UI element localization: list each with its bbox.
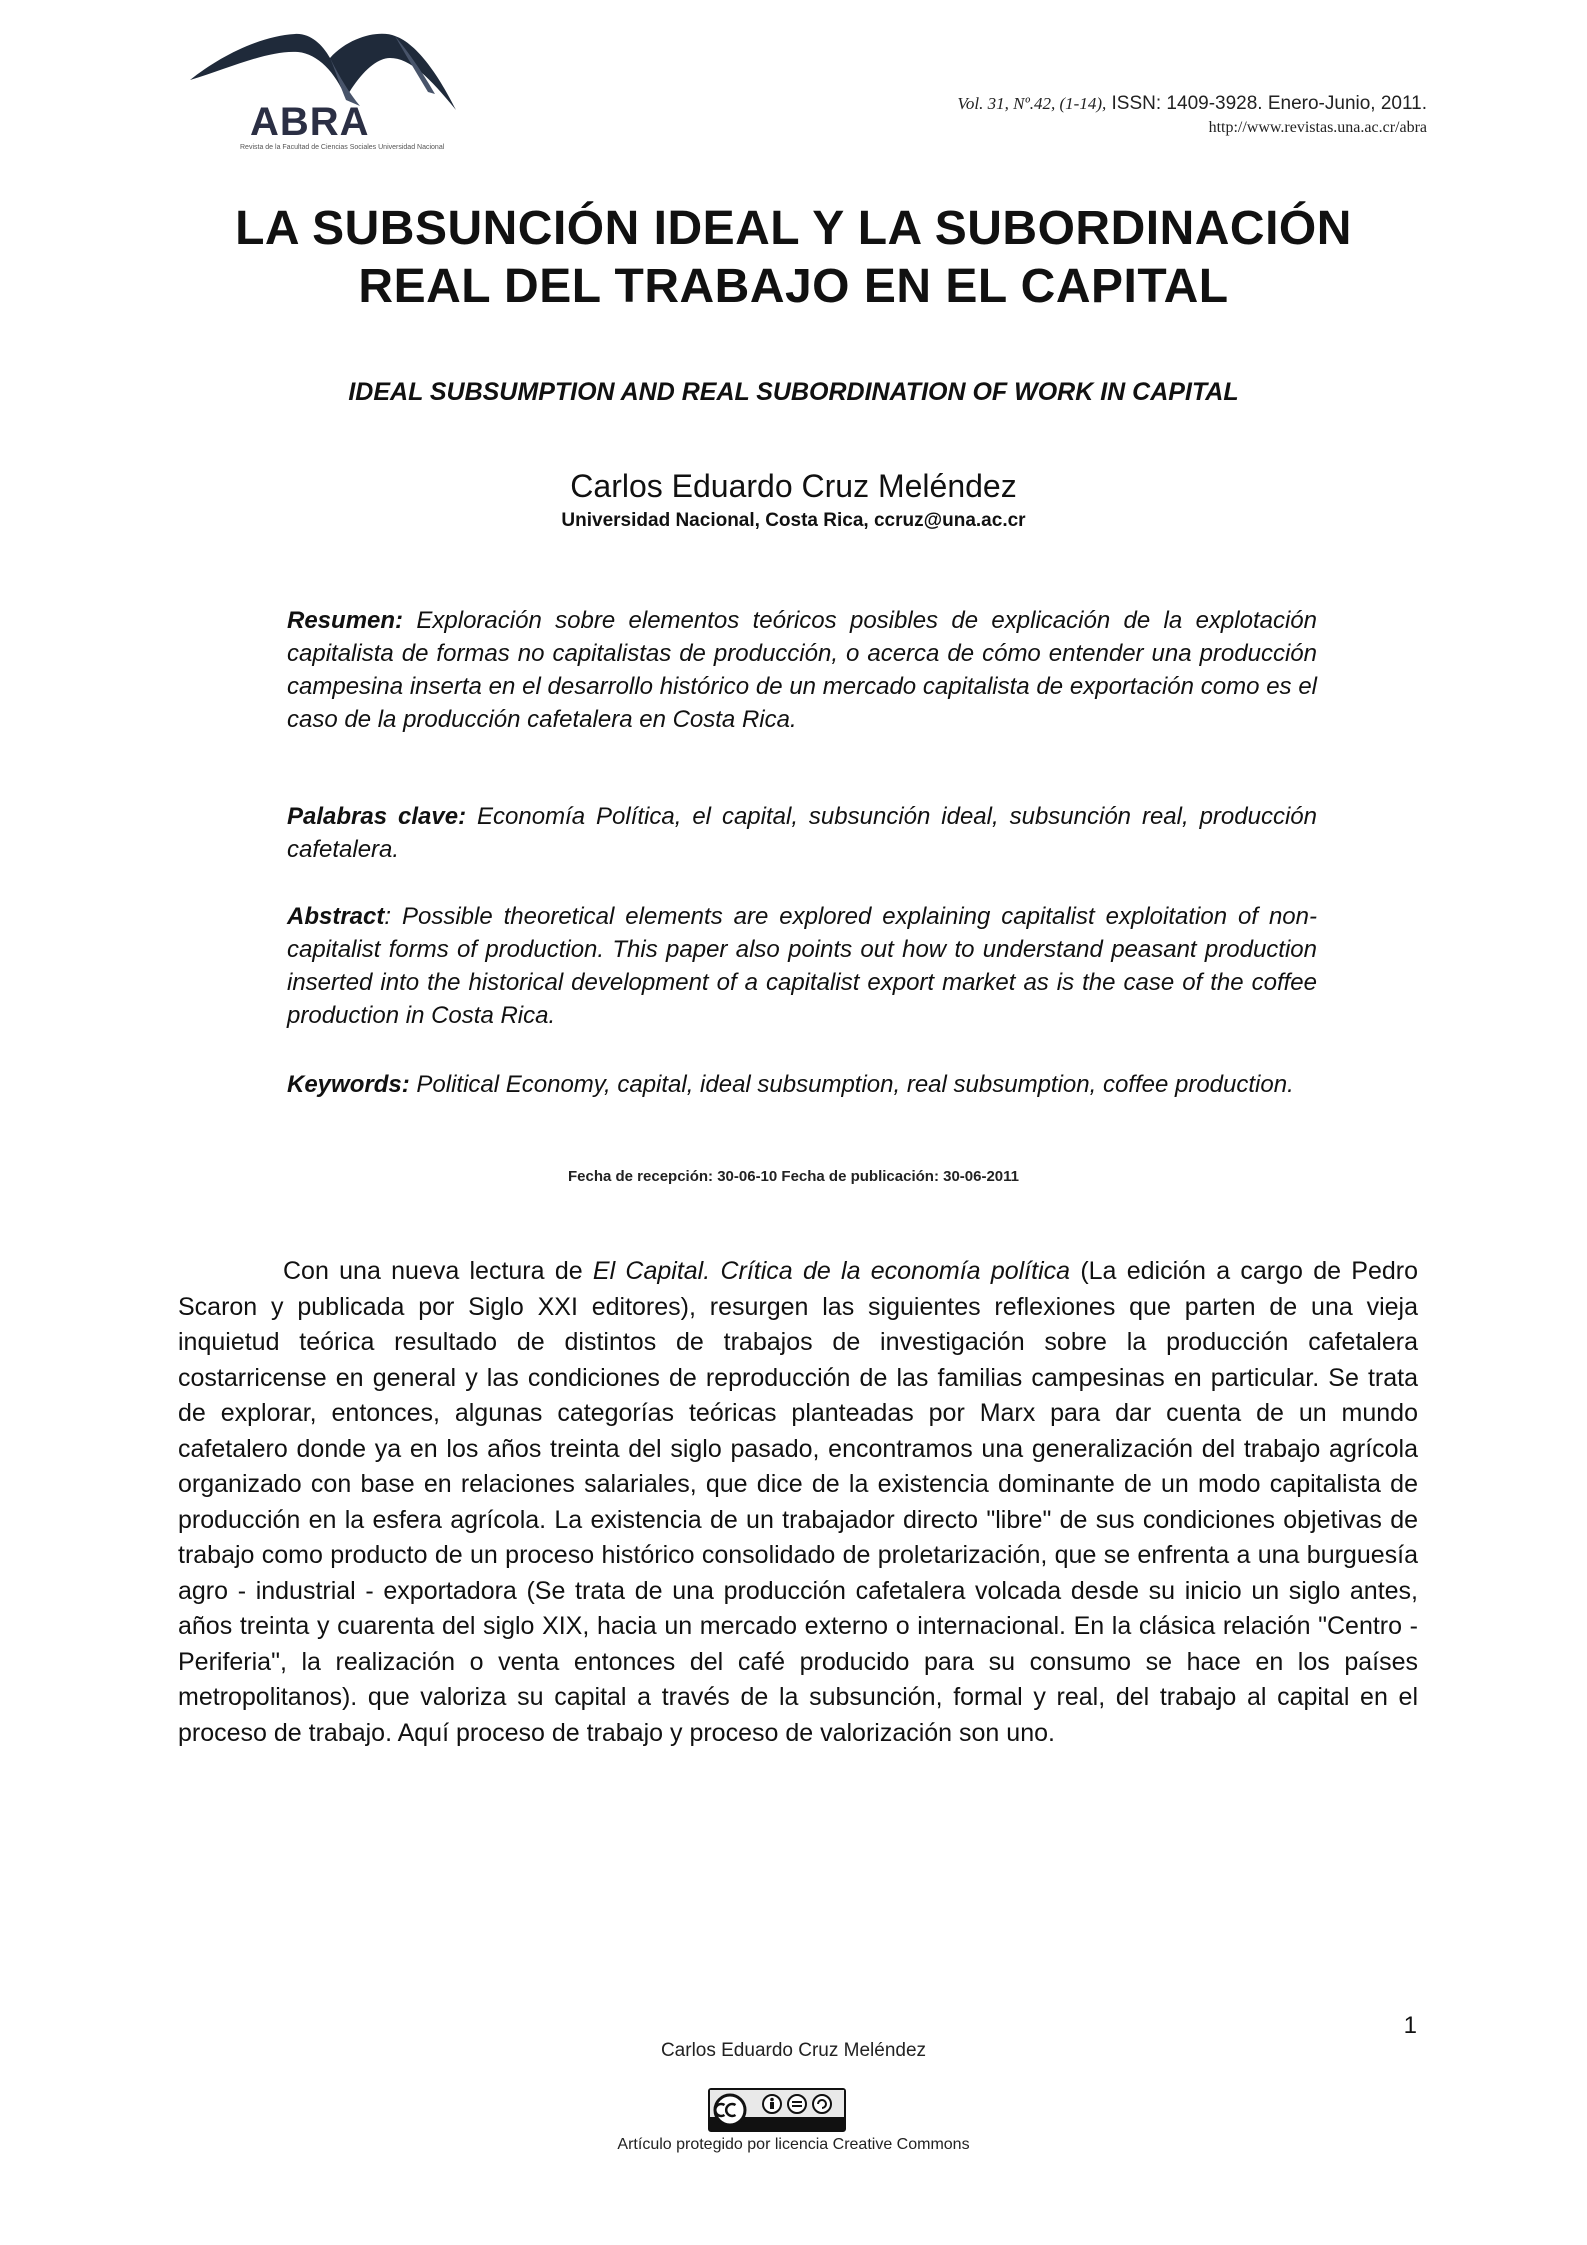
title-line-2: REAL DEL TRABAJO EN EL CAPITAL — [358, 260, 1229, 313]
body-intro: Con una nueva lectura de — [283, 1257, 583, 1285]
journal-header — [957, 92, 1427, 140]
english-title: IDEAL SUBSUMPTION AND REAL SUBORDINATION OF WORK IN CAPITAL — [348, 378, 1239, 406]
resumen-label: Resumen: — [287, 607, 404, 634]
body-paragraph — [178, 1254, 1418, 1751]
issn-date: ISSN: 1409-3928. Enero-Junio, 2011. — [1111, 93, 1427, 114]
abstract-block — [287, 900, 1317, 1032]
author-affiliation: Universidad Nacional, Costa Rica, ccruz@una.ac.cr — [561, 510, 1026, 531]
abstract-label: Abstract — [287, 903, 385, 930]
author-name: Carlos Eduardo Cruz Meléndez — [570, 468, 1017, 504]
creative-commons-icon — [710, 2090, 844, 2130]
title-line-1: LA SUBSUNCIÓN IDEAL Y LA SUBORDINACIÓN — [235, 202, 1352, 255]
resumen-block — [287, 604, 1317, 736]
logo-subtitle: Revista de la Facultad de Ciencias Sociales Universidad Nacional — [240, 144, 445, 151]
keywords-label: Keywords: — [287, 1071, 410, 1098]
submission-dates: Fecha de recepción: 30-06-10 Fecha de publicación: 30-06-2011 — [567, 1168, 1020, 1185]
palabras-clave-label: Palabras clave: — [287, 803, 467, 830]
resumen-text: Exploración sobre elementos teóricos posibles de explicación de la explotación capitalista de formas no capitalistas de producción, o acerca de cómo entender una producción campesina inserta en el desarrollo histórico de un mercado capitalista de exportación como es el caso de la producción cafetalera en Costa Rica. — [287, 607, 1317, 733]
abstract-text: : Possible theoretical elements are explored explaining capitalist exploitation of non-capitalist forms of production. This paper also points out how to understand peasant production inserted into the historical development of a capitalist export market as is the case of the coffee production in Costa Rica. — [287, 903, 1317, 1029]
page-number: 1 — [1403, 2012, 1417, 2039]
logo-wordmark: ABRA — [250, 100, 370, 144]
keywords-block — [287, 1068, 1317, 1101]
creative-commons-badge[interactable] — [708, 2088, 846, 2132]
keywords-text: Political Economy, capital, ideal subsumption, real subsumption, coffee production. — [416, 1071, 1294, 1098]
palabras-clave-text: Economía Política, el capital, subsunción ideal, subsunción real, producción cafetalera. — [287, 803, 1317, 863]
book-title: El Capital. Crítica de la economía política — [592, 1257, 1071, 1285]
body-text: (La edición a cargo de Pedro Scaron y publicada por Siglo XXI editores), resurgen las siguientes reflexiones que parten de una vieja inquietud teórica resultado de distintos de trabajos de investigación sobre la producción cafetalera costarricense en general y las condiciones de reproducción de las familias campesinas en particular. Se trata de explorar, entonces, algunas categorías teóricas planteadas por Marx para dar cuenta de un mundo cafetalero donde ya en los años treinta del siglo pasado, encontramos una generalización del trabajo agrícola organizado con base en relaciones salariales, que dice de la existencia dominante de un modo capitalista de producción en la esfera agrícola. La existencia de un trabajador directo "libre" de sus condiciones objetivas de trabajo como producto de un proceso histórico consolidado de proletarización, que se enfrenta a una burguesía agro - industrial - exportadora (Se trata de una producción cafetalera volcada desde su inicio un siglo antes, años treinta y cuarenta del siglo XIX, hacia un mercado externo o internacional. En la clásica relación "Centro - Periferia", la realización o venta entonces del café producido para su consumo se hace en los países metropolitanos). que valoriza su capital a través de la subsunción, formal y real, del trabajo al capital en el proceso de trabajo. Aquí proceso de trabajo y proceso de valorización son uno. — [178, 1257, 1418, 1747]
page-title — [160, 200, 1427, 316]
journal-logo — [190, 28, 530, 168]
palabras-clave-block — [287, 800, 1317, 866]
license-note: Artículo protegido por licencia Creative Commons — [617, 2136, 970, 2153]
journal-ref-line — [957, 92, 1427, 116]
journal-url[interactable]: http://www.revistas.una.ac.cr/abra — [1208, 119, 1427, 136]
journal-ref: Vol. 31, Nº.42, (1-14), — [957, 94, 1107, 113]
footer-author: Carlos Eduardo Cruz Meléndez — [660, 2040, 927, 2061]
